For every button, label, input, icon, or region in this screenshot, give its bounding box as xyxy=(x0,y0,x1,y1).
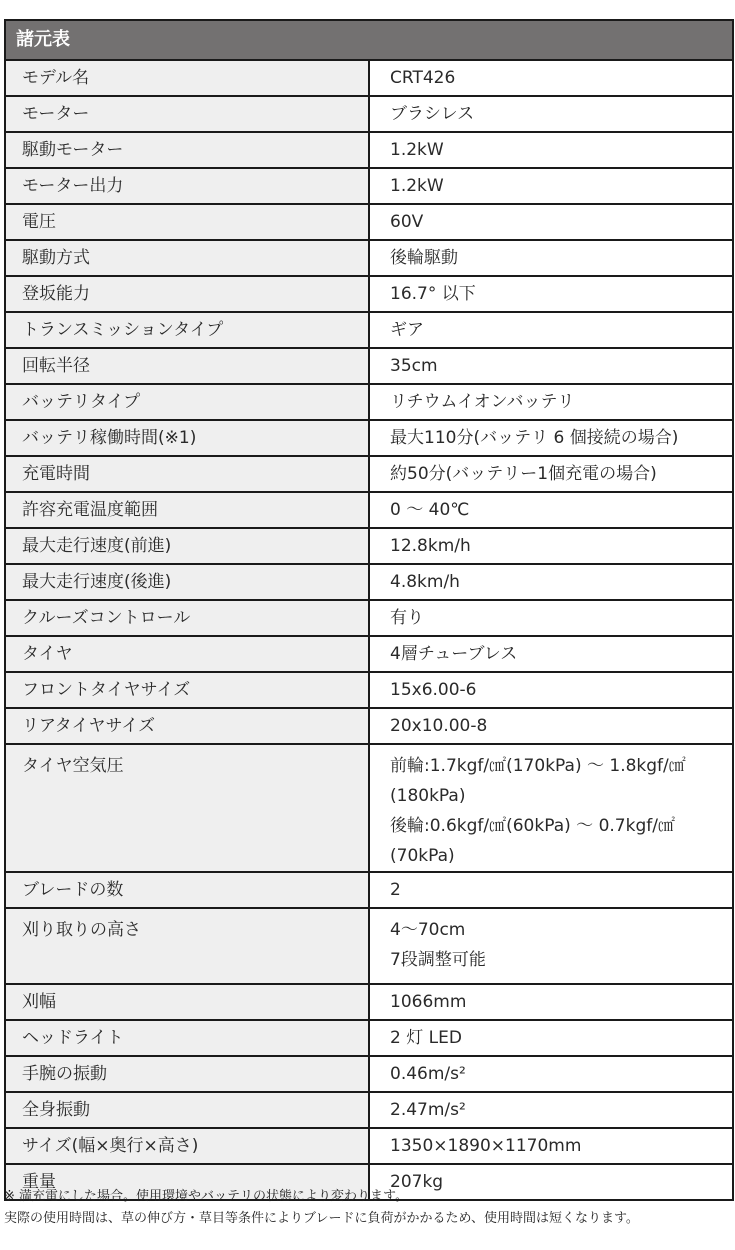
spec-row-hand-arm-vibration xyxy=(5,1056,733,1092)
spec-row-size xyxy=(5,1128,733,1164)
spec-row-cutting-height xyxy=(5,908,733,984)
spec-value: 1.2kW xyxy=(369,168,733,204)
spec-row-whole-body-vibration xyxy=(5,1092,733,1128)
spec-value: リチウムイオンバッテリ xyxy=(369,384,733,420)
spec-row-max-speed-forward xyxy=(5,528,733,564)
spec-row-battery-type xyxy=(5,384,733,420)
spec-value xyxy=(369,744,733,872)
spec-label: ブレードの数 xyxy=(5,872,369,908)
spec-value: 15x6.00-6 xyxy=(369,672,733,708)
spec-value: 2 xyxy=(369,872,733,908)
spec-label: 駆動方式 xyxy=(5,240,369,276)
spec-label: リアタイヤサイズ xyxy=(5,708,369,744)
footnotes xyxy=(4,1186,639,1230)
spec-value: 1.2kW xyxy=(369,132,733,168)
spec-table-header-row xyxy=(5,20,733,60)
spec-row-model-name xyxy=(5,60,733,96)
spec-row-headlight xyxy=(5,1020,733,1056)
spec-value: 0 ～ 40℃ xyxy=(369,492,733,528)
spec-label: クルーズコントロール xyxy=(5,600,369,636)
spec-label: 回転半径 xyxy=(5,348,369,384)
spec-label: 最大走行速度(後進) xyxy=(5,564,369,600)
spec-label: ヘッドライト xyxy=(5,1020,369,1056)
footnote-2: 実際の使用時間は、草の伸び方・草目等条件によりブレードに負荷がかかるため、使用時間は短くなります。 xyxy=(4,1211,639,1226)
spec-value: 35cm xyxy=(369,348,733,384)
spec-row-rear-tire-size xyxy=(5,708,733,744)
spec-value: CRT426 xyxy=(369,60,733,96)
spec-table xyxy=(4,19,734,1201)
spec-label: 最大走行速度(前進) xyxy=(5,528,369,564)
spec-row-max-speed-reverse xyxy=(5,564,733,600)
spec-label: フロントタイヤサイズ xyxy=(5,672,369,708)
spec-label: サイズ(幅×奥行×高さ) xyxy=(5,1128,369,1164)
spec-row-drive-motor xyxy=(5,132,733,168)
spec-label: モーター xyxy=(5,96,369,132)
spec-label: 許容充電温度範囲 xyxy=(5,492,369,528)
spec-label: 刈幅 xyxy=(5,984,369,1020)
spec-label: 駆動モーター xyxy=(5,132,369,168)
spec-label: バッテリ稼働時間(※1) xyxy=(5,420,369,456)
spec-value: 4.8km/h xyxy=(369,564,733,600)
spec-label: タイヤ空気圧 xyxy=(5,744,369,872)
spec-value: 20x10.00-8 xyxy=(369,708,733,744)
spec-row-tire xyxy=(5,636,733,672)
spec-row-blade-count xyxy=(5,872,733,908)
spec-label: 重量 xyxy=(5,1164,369,1200)
spec-value: 1350×1890×1170mm xyxy=(369,1128,733,1164)
spec-value: 4層チューブレス xyxy=(369,636,733,672)
spec-value: 12.8km/h xyxy=(369,528,733,564)
spec-label: タイヤ xyxy=(5,636,369,672)
spec-label: 刈り取りの高さ xyxy=(5,908,369,984)
spec-value-line-steps: 7段調整可能 xyxy=(390,950,486,970)
spec-table-title: 諸元表 xyxy=(5,20,733,60)
spec-value: 2.47m/s² xyxy=(369,1092,733,1128)
spec-row-turning-radius xyxy=(5,348,733,384)
spec-value: 1066mm xyxy=(369,984,733,1020)
spec-row-battery-runtime xyxy=(5,420,733,456)
spec-value: 16.7° 以下 xyxy=(369,276,733,312)
spec-value: ギア xyxy=(369,312,733,348)
spec-row-climbing-ability xyxy=(5,276,733,312)
spec-label: モーター出力 xyxy=(5,168,369,204)
spec-value xyxy=(369,908,733,984)
spec-label: 充電時間 xyxy=(5,456,369,492)
spec-label: トランスミッションタイプ xyxy=(5,312,369,348)
spec-row-charge-temp-range xyxy=(5,492,733,528)
spec-value: ブラシレス xyxy=(369,96,733,132)
spec-row-tire-pressure xyxy=(5,744,733,872)
spec-value: 60V xyxy=(369,204,733,240)
spec-value: 有り xyxy=(369,600,733,636)
spec-row-motor xyxy=(5,96,733,132)
footnote-1: ※ 満充電にした場合。使用環境やバッテリの状態により変わります。 xyxy=(4,1189,408,1204)
spec-row-motor-output xyxy=(5,168,733,204)
spec-value: 207kg xyxy=(369,1164,733,1200)
spec-label: 電圧 xyxy=(5,204,369,240)
spec-value: 約50分(バッテリー1個充電の場合) xyxy=(369,456,733,492)
spec-row-transmission xyxy=(5,312,733,348)
spec-label: バッテリタイプ xyxy=(5,384,369,420)
spec-value: 後輪駆動 xyxy=(369,240,733,276)
spec-value: 2 灯 LED xyxy=(369,1020,733,1056)
spec-label: 登坂能力 xyxy=(5,276,369,312)
spec-value: 0.46m/s² xyxy=(369,1056,733,1092)
spec-label: 全身振動 xyxy=(5,1092,369,1128)
spec-row-front-tire-size xyxy=(5,672,733,708)
spec-label: モデル名 xyxy=(5,60,369,96)
spec-value-line-front: 前輪:1.7kgf/㎠(170kPa) ～ 1.8kgf/㎠(180kPa) xyxy=(390,756,686,806)
spec-value-line-rear: 後輪:0.6kgf/㎠(60kPa) ～ 0.7kgf/㎠(70kPa) xyxy=(390,816,675,866)
spec-value-line-range: 4～70cm xyxy=(390,920,466,940)
spec-row-cutting-width xyxy=(5,984,733,1020)
spec-label: 手腕の振動 xyxy=(5,1056,369,1092)
spec-value: 最大110分(バッテリ 6 個接続の場合) xyxy=(369,420,733,456)
spec-row-voltage xyxy=(5,204,733,240)
spec-row-charge-time xyxy=(5,456,733,492)
spec-row-drive-type xyxy=(5,240,733,276)
spec-row-cruise-control xyxy=(5,600,733,636)
